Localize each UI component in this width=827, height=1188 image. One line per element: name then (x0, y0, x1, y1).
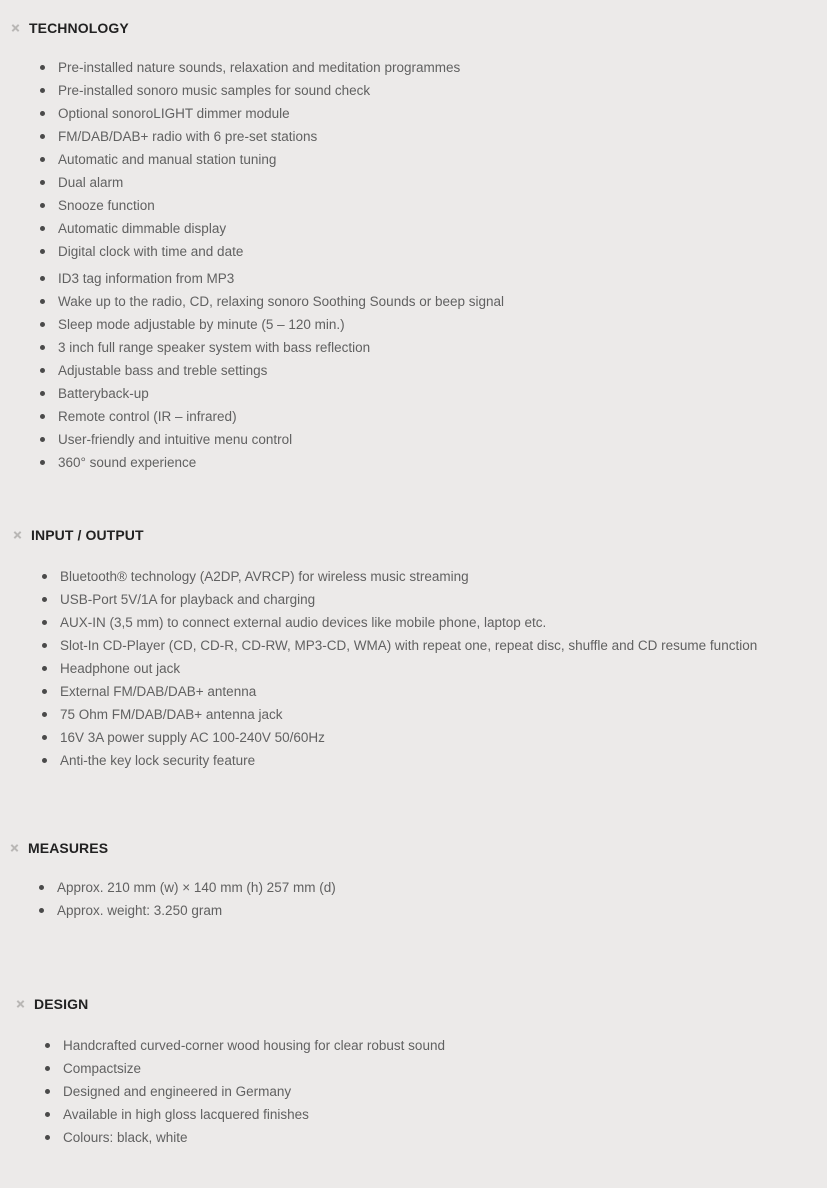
bullet-icon (40, 391, 45, 396)
list-item: Adjustable bass and treble settings (40, 359, 504, 382)
bullet-icon (45, 1089, 50, 1094)
bullet-icon (45, 1066, 50, 1071)
bullet-icon (39, 908, 44, 913)
bullet-icon (40, 437, 45, 442)
design-list (45, 1034, 445, 1149)
bullet-icon (40, 299, 45, 304)
bullet-icon (40, 322, 45, 327)
list-item: Snooze function (40, 194, 504, 217)
list-item: User-friendly and intuitive menu control (40, 428, 504, 451)
list-item: Batteryback-up (40, 382, 504, 405)
list-item: Wake up to the radio, CD, relaxing sonoro Soothing Sounds or beep signal (40, 290, 504, 313)
list-item: Designed and engineered in Germany (45, 1080, 445, 1103)
list-item: 75 Ohm FM/DAB/DAB+ antenna jack (42, 703, 757, 726)
bullet-icon (40, 345, 45, 350)
list-item: ID3 tag information from MP3 (40, 267, 504, 290)
bullet-icon (40, 111, 45, 116)
list-item: 16V 3A power supply AC 100-240V 50/60Hz (42, 726, 757, 749)
list-item: USB-Port 5V/1A for playback and charging (42, 588, 757, 611)
bullet-icon (40, 249, 45, 254)
bullet-icon (42, 620, 47, 625)
section-title: TECHNOLOGY (29, 20, 129, 36)
list-item: Dual alarm (40, 171, 504, 194)
bullet-icon (42, 735, 47, 740)
list-item: Pre-installed sonoro music samples for sound check (40, 79, 504, 102)
list-item: External FM/DAB/DAB+ antenna (42, 680, 757, 703)
bullet-icon (40, 460, 45, 465)
input-output-list (42, 565, 757, 772)
section-title: DESIGN (34, 996, 89, 1012)
list-item: Digital clock with time and date (40, 240, 504, 263)
list-item: Automatic dimmable display (40, 217, 504, 240)
bullet-icon (45, 1043, 50, 1048)
design-header[interactable] (16, 996, 88, 1012)
bullet-icon (42, 712, 47, 717)
section-title: MEASURES (28, 840, 109, 856)
list-item: Approx. 210 mm (w) × 140 mm (h) 257 mm (d) (39, 876, 336, 899)
close-icon[interactable] (11, 24, 20, 33)
list-item: Automatic and manual station tuning (40, 148, 504, 171)
list-item: Approx. weight: 3.250 gram (39, 899, 336, 922)
list-item: Available in high gloss lacquered finishes (45, 1103, 445, 1126)
list-item: AUX-IN (3,5 mm) to connect external audio devices like mobile phone, laptop etc. (42, 611, 757, 634)
list-item: 360° sound experience (40, 451, 504, 474)
technology-header[interactable] (11, 20, 129, 36)
bullet-icon (40, 157, 45, 162)
bullet-icon (42, 597, 47, 602)
bullet-icon (40, 226, 45, 231)
list-item: Optional sonoroLIGHT dimmer module (40, 102, 504, 125)
bullet-icon (40, 414, 45, 419)
bullet-icon (40, 65, 45, 70)
bullet-icon (39, 885, 44, 890)
list-item: Pre-installed nature sounds, relaxation and meditation programmes (40, 56, 504, 79)
bullet-icon (42, 758, 47, 763)
bullet-icon (40, 180, 45, 185)
bullet-icon (42, 643, 47, 648)
input-output-header[interactable] (13, 527, 144, 543)
measures-header[interactable] (10, 840, 108, 856)
bullet-icon (40, 88, 45, 93)
measures-list (39, 876, 336, 922)
list-item: Headphone out jack (42, 657, 757, 680)
list-item: Anti-the key lock security feature (42, 749, 757, 772)
bullet-icon (42, 574, 47, 579)
bullet-icon (40, 134, 45, 139)
bullet-icon (42, 689, 47, 694)
bullet-icon (40, 276, 45, 281)
list-item: Remote control (IR – infrared) (40, 405, 504, 428)
list-item: FM/DAB/DAB+ radio with 6 pre-set stations (40, 125, 504, 148)
list-item: Handcrafted curved-corner wood housing for clear robust sound (45, 1034, 445, 1057)
close-icon[interactable] (13, 531, 22, 540)
close-icon[interactable] (16, 1000, 25, 1009)
close-icon[interactable] (10, 844, 19, 853)
bullet-icon (40, 368, 45, 373)
list-item: Sleep mode adjustable by minute (5 – 120 min.) (40, 313, 504, 336)
bullet-icon (40, 203, 45, 208)
list-item: Colours: black, white (45, 1126, 445, 1149)
bullet-icon (45, 1135, 50, 1140)
bullet-icon (42, 666, 47, 671)
section-title: INPUT / OUTPUT (31, 527, 144, 543)
list-item: Slot-In CD-Player (CD, CD-R, CD-RW, MP3-CD, WMA) with repeat one, repeat disc, shuffle and CD resume function (42, 634, 757, 657)
bullet-icon (45, 1112, 50, 1117)
list-item: Bluetooth® technology (A2DP, AVRCP) for wireless music streaming (42, 565, 757, 588)
list-item: Compactsize (45, 1057, 445, 1080)
list-item: 3 inch full range speaker system with bass reflection (40, 336, 504, 359)
technology-list (40, 56, 504, 474)
